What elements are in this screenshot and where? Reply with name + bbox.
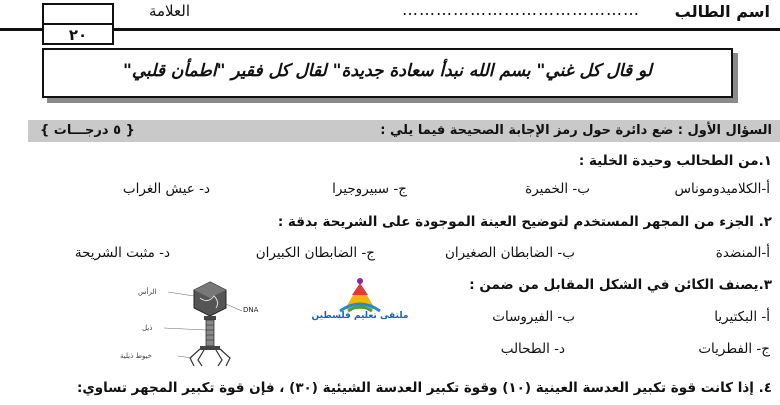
score-box-divider bbox=[44, 23, 112, 25]
q2-option-c: ج- الضابطان الكبيران bbox=[255, 245, 375, 261]
header-divider-right bbox=[114, 28, 780, 31]
q3-option-c: ج- الفطريات bbox=[698, 341, 770, 357]
motto-text: لو قال كل غني" بسم الله نبدأ سعادة جديدة" لقال كل فقير "اطمأن قلبي" bbox=[123, 61, 652, 81]
figure-label-tail-fibers: خيوط ذيلية bbox=[120, 352, 153, 360]
score-value: ٢٠ bbox=[68, 26, 88, 44]
bacteriophage-figure bbox=[120, 278, 285, 368]
q2-option-b: ب- الضابطان الصغيران bbox=[445, 245, 575, 261]
header-divider bbox=[0, 28, 42, 31]
q1-option-c: ج- سبيروجيرا bbox=[332, 181, 407, 197]
figure-label-tail: ذيل bbox=[142, 324, 153, 332]
question-1-text: ١.من الطحالب وحيدة الخلية : bbox=[578, 153, 772, 169]
logo-emblem-icon bbox=[310, 275, 410, 315]
q3-option-d: د- الطحالب bbox=[500, 341, 565, 357]
q1-option-a: أ-الكلاميدوموناس bbox=[674, 181, 770, 197]
logo-text: ملتقى تعليم فلسطين bbox=[311, 311, 409, 321]
question-2-text: ٢. الجزء من المجهر المستخدم لتوضيح العينة الموجودة على الشريحة بدقة : bbox=[277, 214, 772, 230]
q3-option-b: ب- الفيروسات bbox=[492, 309, 575, 325]
site-logo bbox=[310, 275, 410, 330]
section-title: السؤال الأول : ضع دائرة حول رمز الإجابة الصحيحة فيما يلي : bbox=[380, 123, 772, 138]
figure-label-dna: DNA bbox=[243, 306, 259, 314]
section-marks: { ٥ درجـــات } bbox=[40, 123, 135, 138]
motto-banner bbox=[42, 48, 733, 98]
grade-label: العلامة bbox=[148, 2, 190, 20]
q2-option-d: د- مثبت الشريحة bbox=[74, 245, 170, 261]
q1-option-b: ب- الخميرة bbox=[525, 181, 590, 197]
student-name-label: اسم الطالب bbox=[674, 2, 770, 21]
score-box bbox=[42, 3, 114, 45]
q3-option-a: أ- البكتيريا bbox=[714, 309, 770, 325]
q1-option-d: د- عيش الغراب bbox=[122, 181, 210, 197]
figure-label-head: الرأس bbox=[138, 288, 157, 296]
name-fill-line: …………………………………… bbox=[402, 0, 640, 19]
q2-option-a: أ-المنضدة bbox=[715, 245, 770, 261]
question-4-text: ٤. إذا كانت قوة تكبير العدسة العينية (١٠) وقوة تكبير العدسة الشيئية (٣٠) ، فإن قوة تكبير المجهر تساوي: bbox=[76, 380, 772, 396]
question-3-text: ٣.يصنف الكائن في الشكل المقابل من ضمن : bbox=[469, 277, 772, 293]
